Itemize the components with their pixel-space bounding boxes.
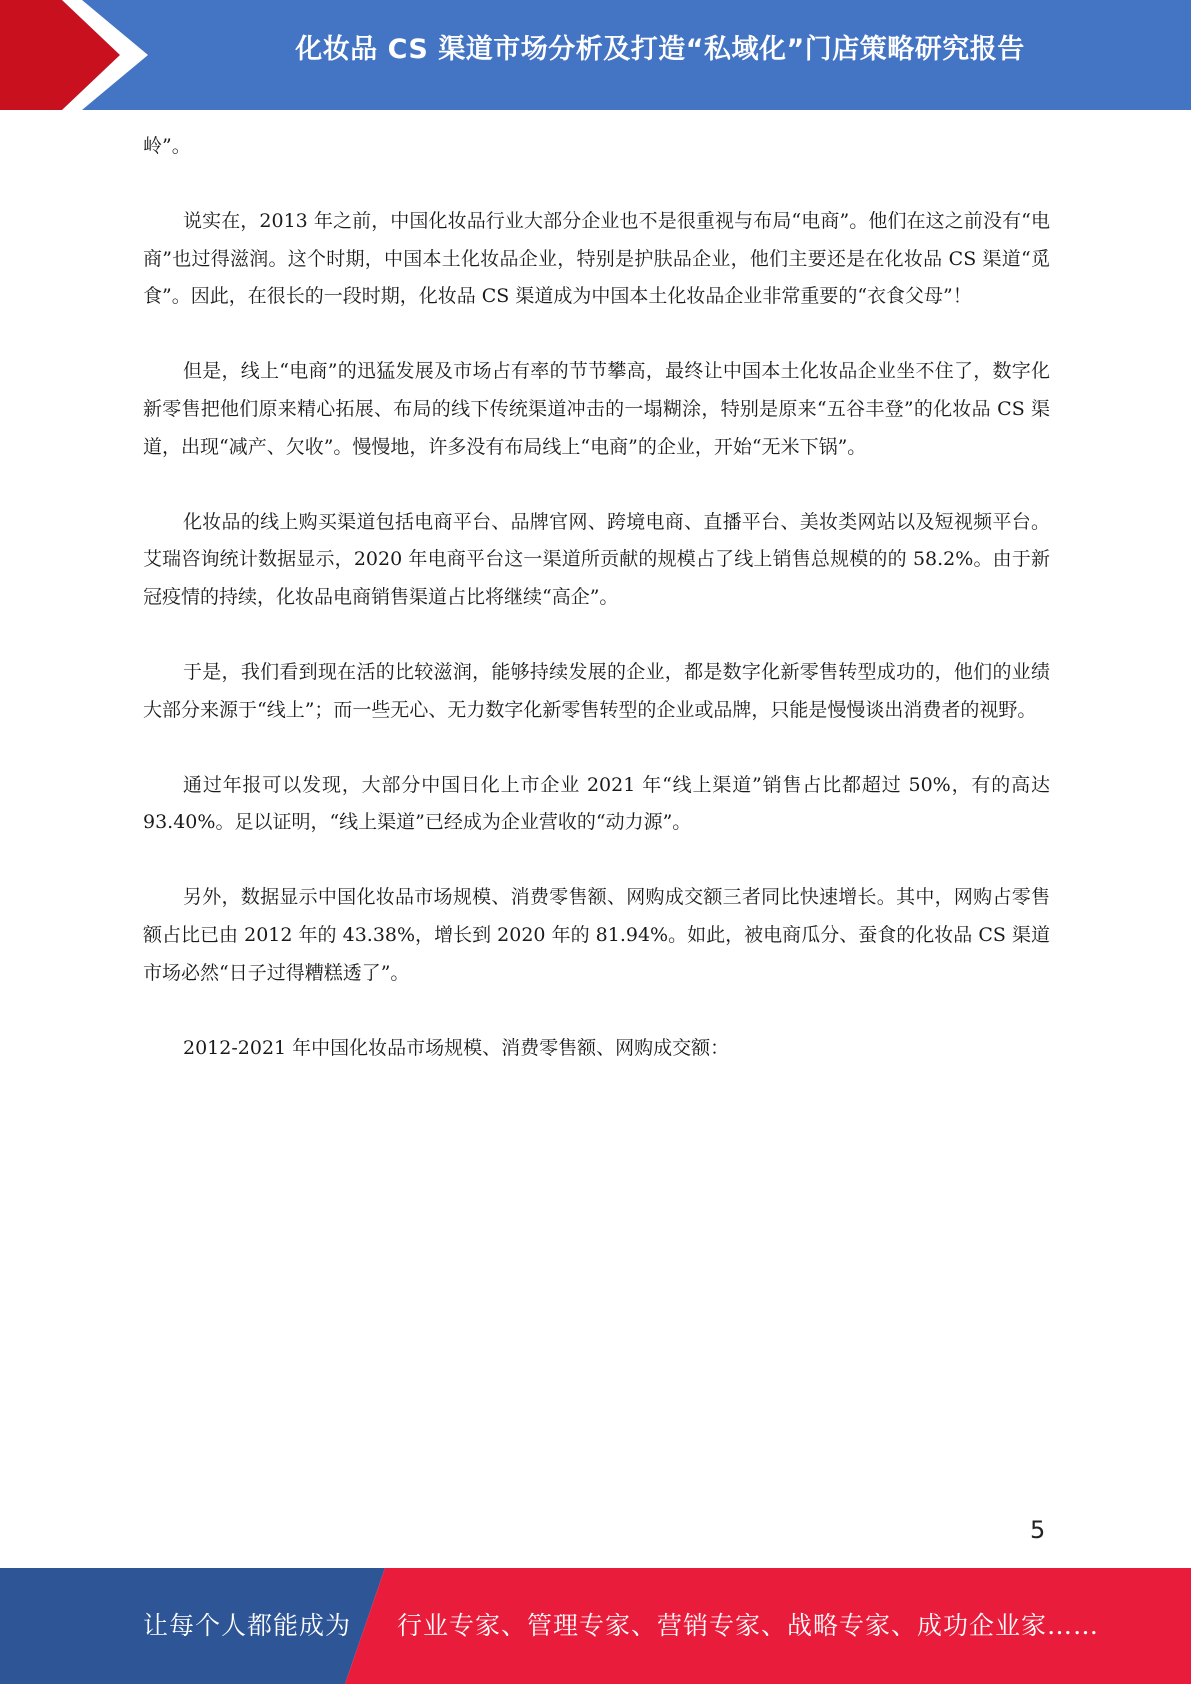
paragraph: 化妆品的线上购买渠道包括电商平台、品牌官网、跨境电商、直播平台、美妆类网站以及短视频平台。艾瑞咨询统计数据显示，2020 年电商平台这一渠道所贡献的规模占了线上销售总规模的的 58.2%。由于新冠疫情的持续，化妆品电商销售渠道占比将继续“高企”。 [143,510,1050,609]
page-footer [0,1568,1191,1684]
paragraph-continuation: 岭”。 [143,135,191,157]
paragraph: 另外，数据显示中国化妆品市场规模、消费零售额、网购成交额三者同比快速增长。其中，网购占零售额占比已由 2012 年的 43.38%，增长到 2020 年的 81.94%。如此，被电商瓜分、蚕食的化妆品 CS 渠道市场必然“日子过得糟糕透了”。 [143,886,1050,984]
page-header [0,0,1191,110]
header-chevron-decoration [0,0,160,110]
paragraph: 说实在，2013 年之前，中国化妆品行业大部分企业也不是很重视与布局“电商”。他们在这之前没有“电商”也过得滋润。这个时期，中国本土化妆品企业，特别是护肤品企业，他们主要还是在化妆品 CS 渠道“觅食”。因此，在很长的一段时期，化妆品 CS 渠道成为中国本土化妆品企业非常重要的“衣食父母”！ [143,209,1050,308]
paragraph: 通过年报可以发现，大部分中国日化上市企业 2021 年“线上渠道”销售占比都超过 50%，有的高达 93.40%。足以证明，“线上渠道”已经成为企业营收的“动力源”。 [143,773,1050,834]
paragraph: 于是，我们看到现在活的比较滋润，能够持续发展的企业，都是数字化新零售转型成功的，他们的业绩大部分来源于“线上”；而一些无心、无力数字化新零售转型的企业或品牌，只能是慢慢谈出消费者的视野。 [143,660,1050,721]
header-red-block [0,0,120,110]
document-body [143,128,1050,1104]
page-number: 5 [1030,1516,1046,1544]
paragraph: 但是，线上“电商”的迅猛发展及市场占有率的节节攀高，最终让中国本土化妆品企业坐不住了，数字化新零售把他们原来精心拓展、布局的线下传统渠道冲击的一塌糊涂，特别是原来“五谷丰登”的化妆品 CS 渠道，出现“减产、欠收”。慢慢地，许多没有布局线上“电商”的企业，开始“无米下锅”。 [143,360,1050,458]
figure-caption: 2012-2021 年中国化妆品市场规模、消费零售额、网购成交额： [183,1036,730,1059]
footer-slogan-right: 行业专家、管理专家、营销专家、战略专家、成功企业家…… [397,1611,1100,1640]
document-title: 化妆品 CS 渠道市场分析及打造“私域化”门店策略研究报告 [295,34,1025,65]
footer-slogan-left: 让每个人都能成为 [143,1611,352,1640]
